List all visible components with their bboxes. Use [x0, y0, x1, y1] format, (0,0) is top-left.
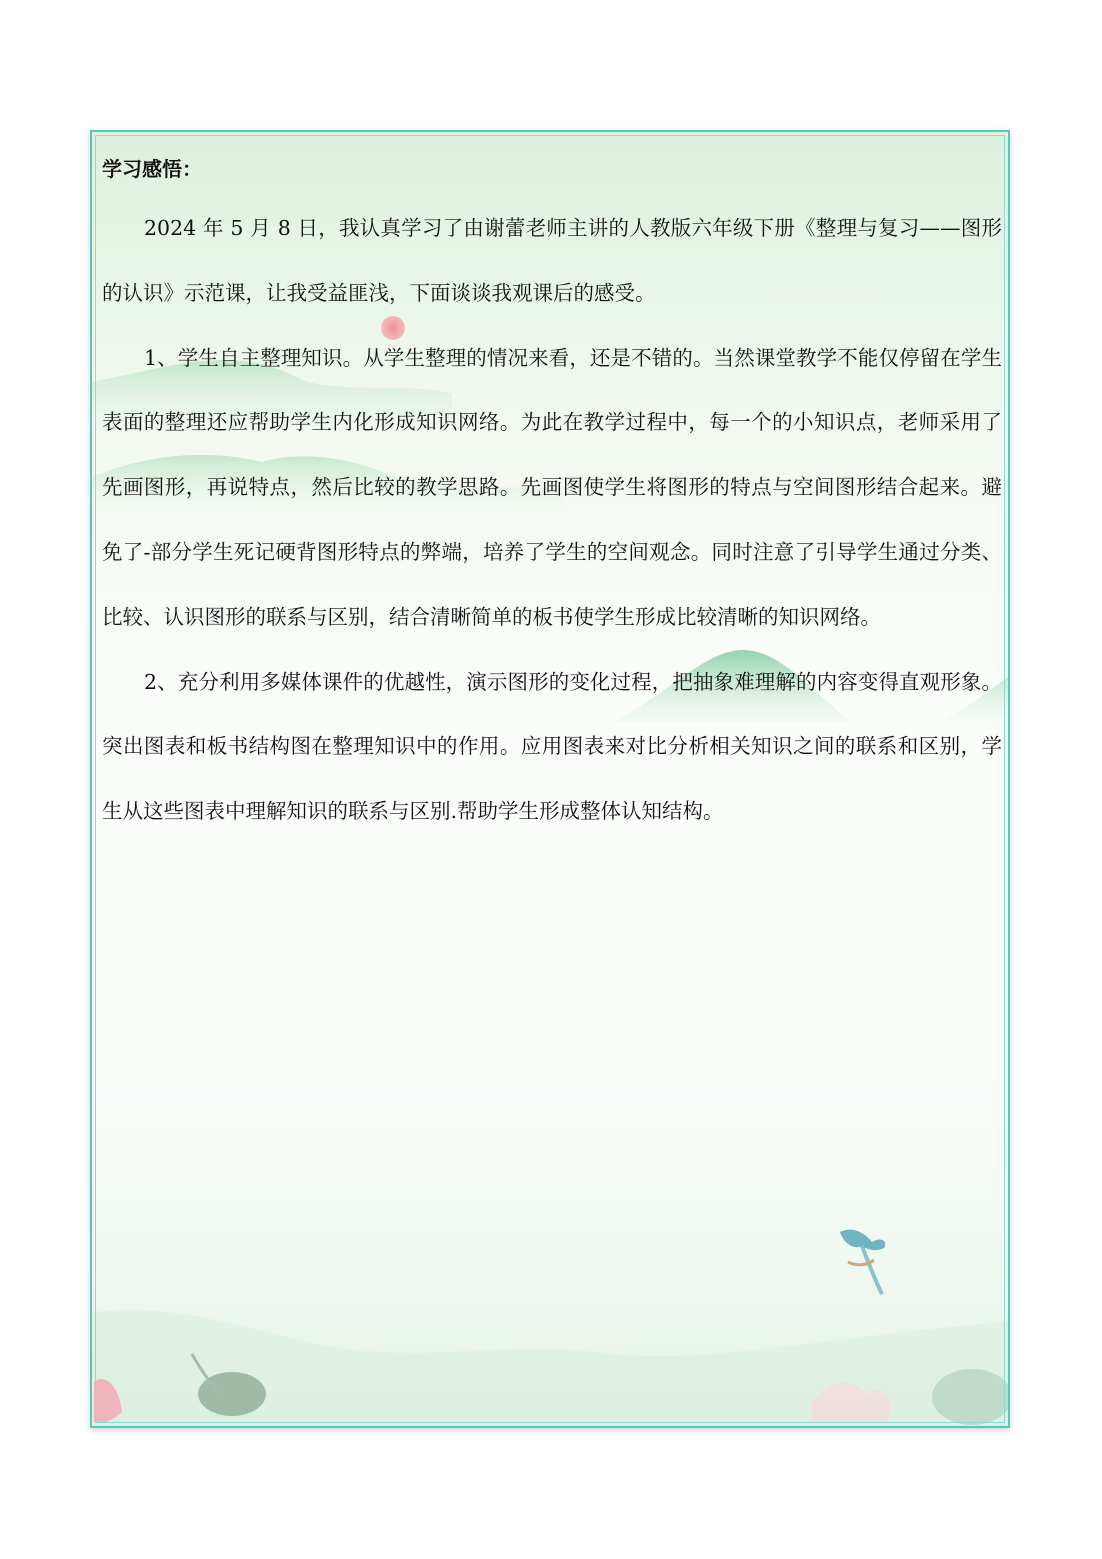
paragraph-intro: 2024 年 5 月 8 日，我认真学习了由谢蕾老师主讲的人教版六年级下册《整理与复习——图形的认识》示范课，让我受益匪浅，下面谈谈我观课后的感受。	[102, 216, 1002, 305]
bird-icon	[840, 1230, 885, 1294]
section-heading: 学习感悟：	[102, 157, 202, 181]
document-frame	[90, 130, 1010, 1428]
paragraph-point-1: 1、学生自主整理知识。从学生整理的情况来看，还是不错的。当然课堂教学不能仅停留在学生表面的整理还应帮助学生内化形成知识网络。为此在教学过程中，每一个的小知识点，老师采用了先画图形，再说特点，然后比较的教学思路。先画图使学生将图形的特点与空间图形结合起来。避免了-部分学生死记硬背图形特点的弊端，培养了学生的空间观念。同时注意了引导学生通过分类、比较、认识图形的联系与区别，结合清晰简单的板书使学生形成比较清晰的知识网络。	[102, 345, 1002, 629]
paragraph-point-2: 2、充分利用多媒体课件的优越性，演示图形的变化过程，把抽象难理解的内容变得直观形象。突出图表和板书结构图在整理知识中的作用。应用图表来对比分析相关知识之间的联系和区别，学生从这些图表中理解知识的联系与区别.帮助学生形成整体认知结构。	[102, 669, 1002, 824]
document-content	[102, 142, 1002, 844]
